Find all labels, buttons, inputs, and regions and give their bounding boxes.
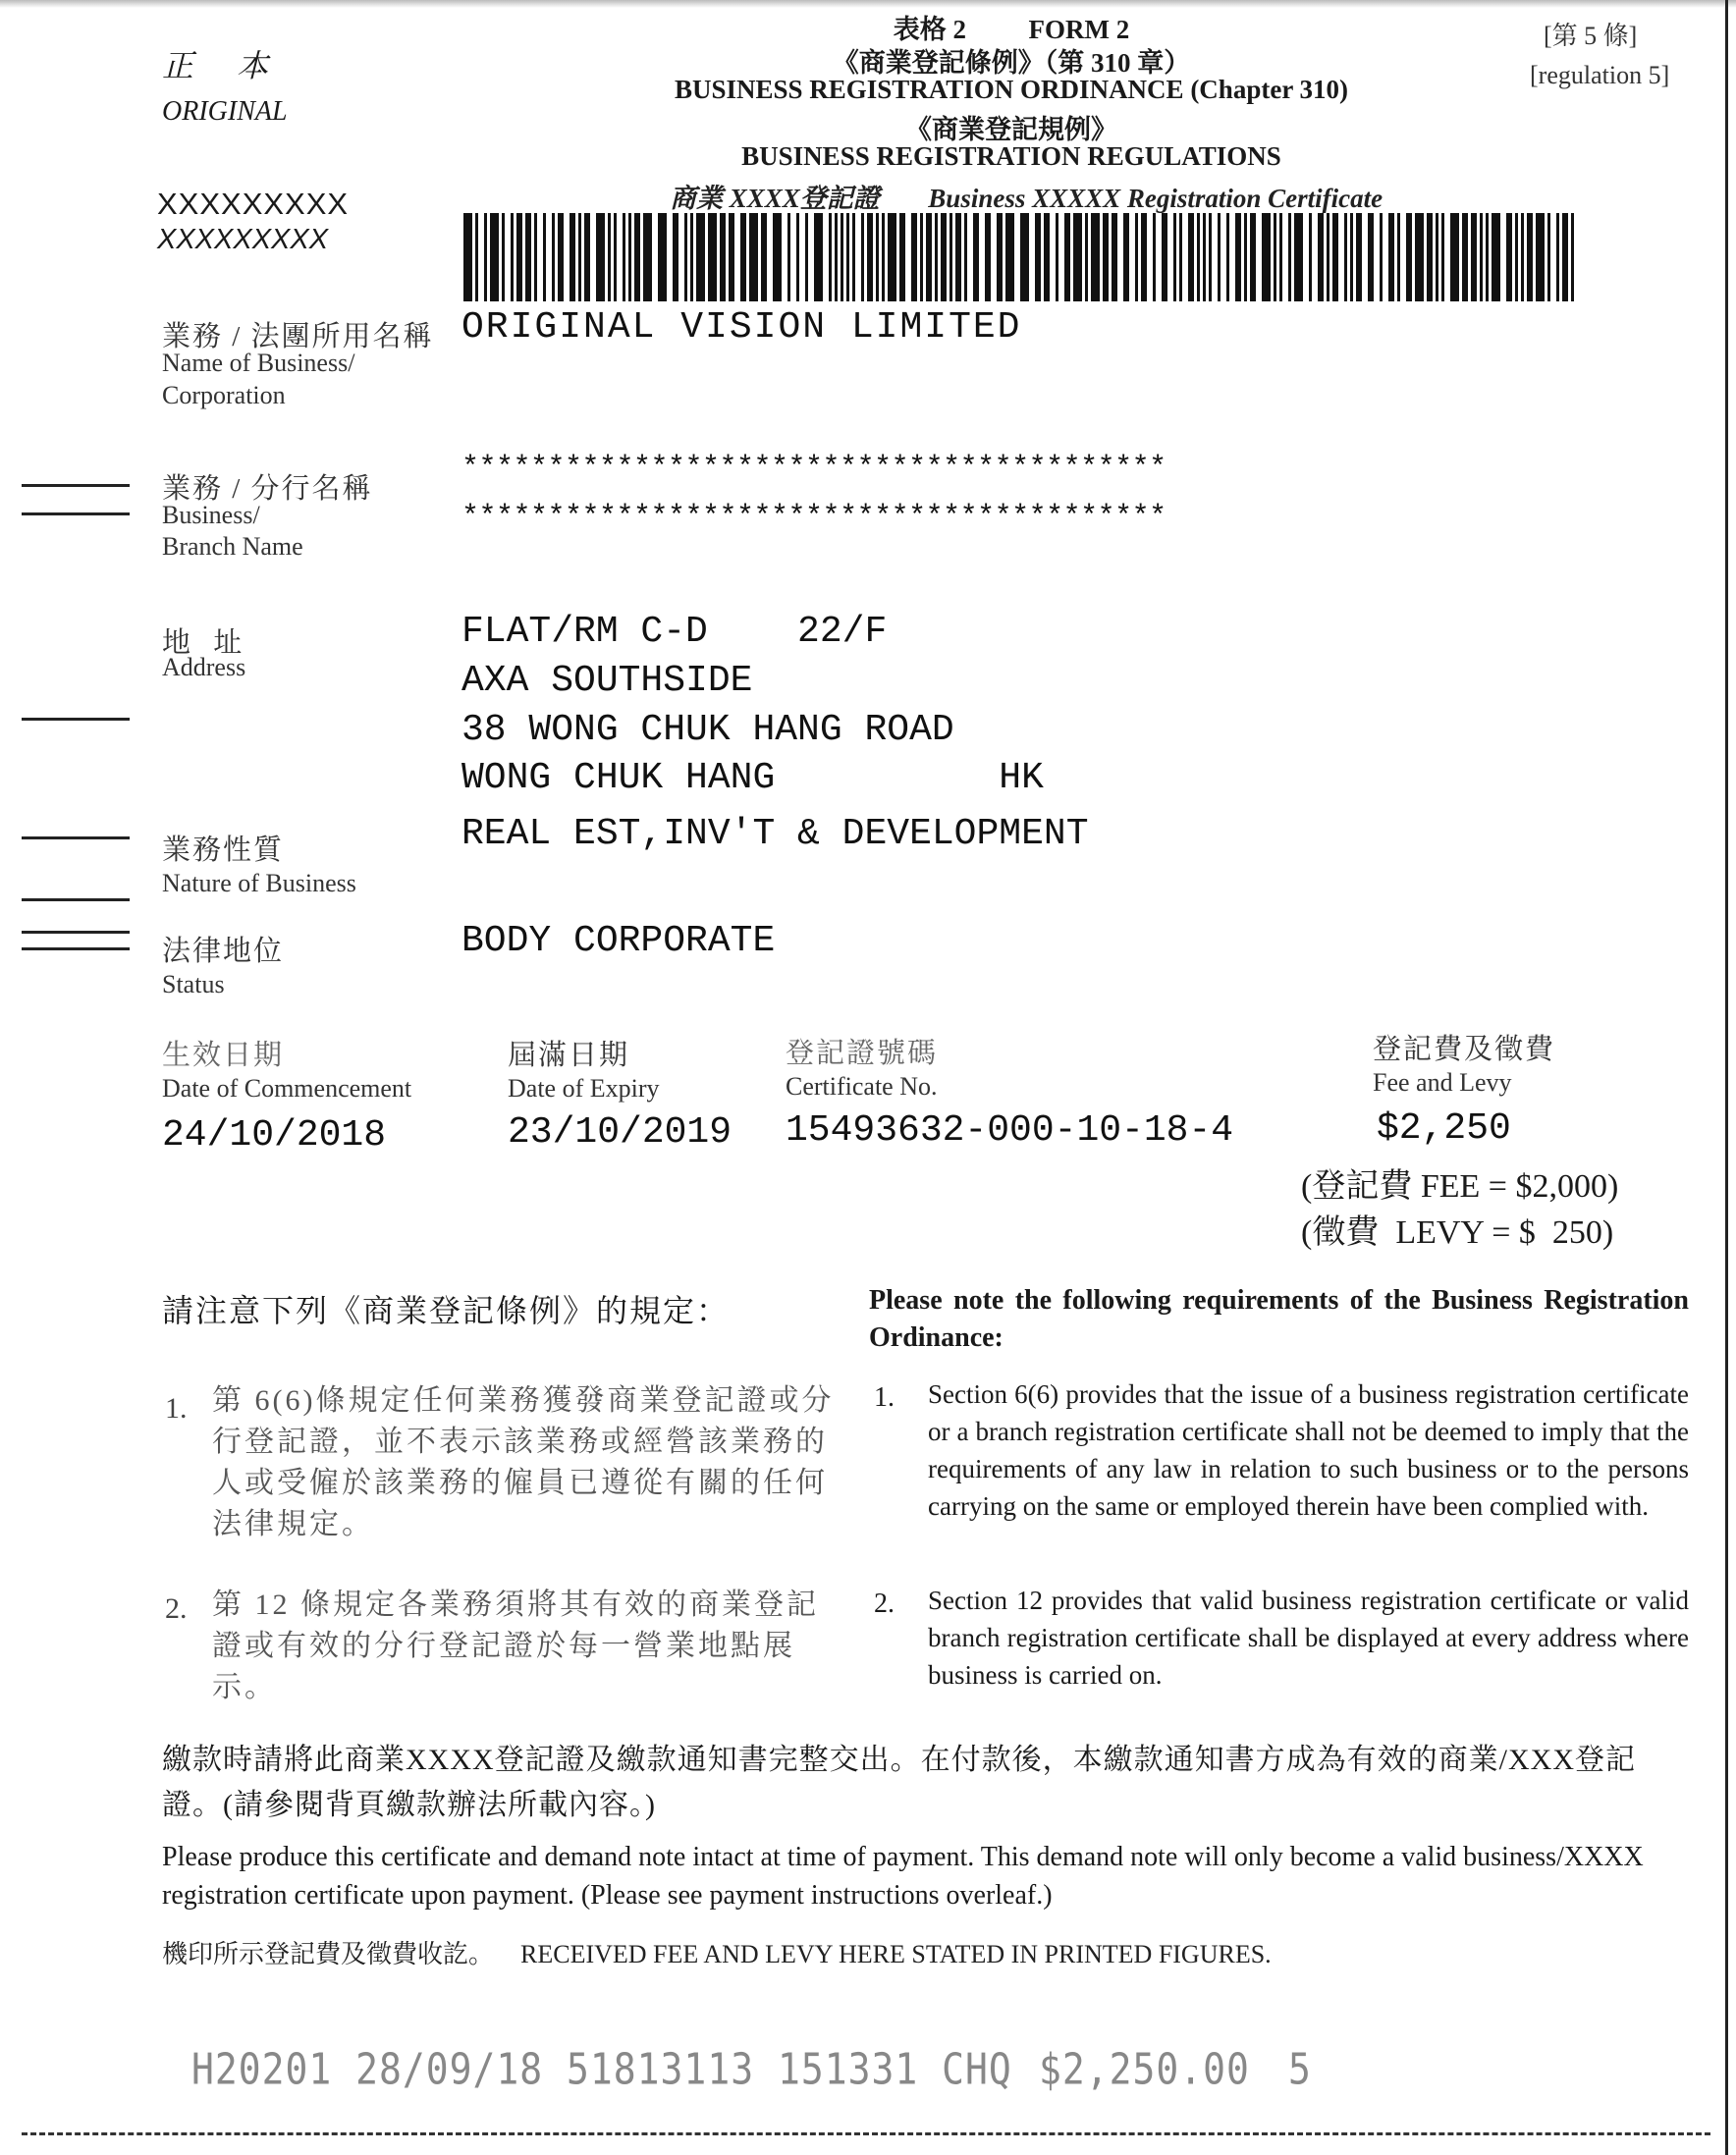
original-en: ORIGINAL xyxy=(162,96,288,127)
barcode xyxy=(463,213,1577,301)
barcode-bar xyxy=(1073,213,1082,301)
fee-label-en: Fee and Levy xyxy=(1373,1068,1512,1097)
ordinance-en: BUSINESS REGISTRATION ORDINANCE (Chapter 310) xyxy=(674,75,1349,104)
commencement-label-zh: 生效日期 xyxy=(162,1040,285,1071)
barcode-bar xyxy=(1262,213,1271,301)
margin-mark xyxy=(22,718,130,721)
payment-note-en: Please produce this certificate and demand note intact at time of payment. This demand note will only become a valid business/XXXX registration certificate upon payment. (Please see payment instructions overleaf.) xyxy=(162,1842,1644,1911)
certificate-number-value: 15493632-000-10-18-4 xyxy=(786,1109,1234,1152)
status-label-zh: 法律地位 xyxy=(162,936,285,967)
expiry-label-zh: 屆滿日期 xyxy=(508,1040,630,1071)
barcode-bar xyxy=(696,213,705,301)
barcode-bar xyxy=(1005,213,1014,301)
receipt-transaction: H20201 28/09/18 51813113 151331 CHQ xyxy=(191,2044,1012,2094)
payment-note-zh: 繳款時請將此商業XXXX登記證及繳款通知書完整交出。在付款後，本繳款通知書方成為有效的商業/XXX登記證。(請參閱背頁繳款辦法所載內容。) xyxy=(162,1744,1636,1821)
margin-mark xyxy=(22,898,130,901)
received-line xyxy=(162,1934,1272,1970)
received-zh: 機印所示登記費及徵費收訖。 xyxy=(162,1940,495,1968)
note-2-zh: 第 12 條規定各業務須將其有效的商業登記證或有效的分行登記證於每一營業地點展示。 xyxy=(212,1589,819,1703)
regulations-zh: 《商業登記規例》 xyxy=(905,115,1117,144)
fee-total-value: $2,250 xyxy=(1377,1107,1511,1150)
barcode-bar xyxy=(1450,213,1459,301)
address-line-3: 38 WONG CHUK HANG ROAD xyxy=(461,709,954,751)
regulations-en: BUSINESS REGISTRATION REGULATIONS xyxy=(741,141,1281,171)
commencement-value: 24/10/2018 xyxy=(162,1114,387,1157)
address-line-2: AXA SOUTHSIDE xyxy=(461,660,753,702)
expiry-value: 23/10/2019 xyxy=(508,1111,732,1154)
barcode-bar xyxy=(749,213,758,301)
margin-mark xyxy=(22,931,130,934)
regulation-ref-zh: [第 5 條] xyxy=(1544,22,1638,50)
barcode-bar xyxy=(658,213,667,301)
address-line-1: FLAT/RM C-D 22/F xyxy=(461,611,888,653)
margin-mark xyxy=(22,484,130,487)
cert-no-label-zh: 登記證號碼 xyxy=(786,1038,939,1069)
barcode-bar xyxy=(708,213,717,301)
tear-line xyxy=(22,2132,1710,2135)
address-line-4: WONG CHUK HANG HK xyxy=(461,757,1044,799)
status-label-en: Status xyxy=(162,970,225,998)
cert-no-label-en: Certificate No. xyxy=(786,1072,938,1101)
notes-heading-en: Please note the following requirements of the Business Registration Ordinance: xyxy=(869,1285,1689,1353)
margin-mark xyxy=(22,836,130,839)
regulation-ref-en: [regulation 5] xyxy=(1530,61,1670,89)
scan-top-edge xyxy=(0,0,1736,8)
receipt-amount: $2,250.00 xyxy=(1039,2044,1250,2094)
levy-breakdown: (徵費 LEVY = $ 250) xyxy=(1301,1214,1614,1251)
fee-breakdown: (登記費 FEE = $2,000) xyxy=(1301,1168,1619,1205)
note-2-number-zh: 2. xyxy=(165,1592,188,1625)
address-label-zh: 地 址 xyxy=(162,627,250,659)
barcode-bar xyxy=(888,213,896,301)
receipt-code: 5 xyxy=(1288,2044,1312,2094)
barcode-bar xyxy=(1294,213,1303,301)
business-name-value: ORIGINAL VISION LIMITED xyxy=(461,306,1022,349)
nature-value: REAL EST,INV'T & DEVELOPMENT xyxy=(461,813,1089,855)
branch-label-en-1: Business/ xyxy=(162,501,260,529)
barcode-bar xyxy=(463,213,472,301)
barcode-bar xyxy=(643,213,652,301)
barcode-bar xyxy=(1020,213,1029,301)
fee-label-zh: 登記費及徵費 xyxy=(1373,1034,1556,1065)
received-en: RECEIVED FEE AND LEVY HERE STATED IN PRINTED FIGURES. xyxy=(520,1940,1272,1968)
margin-mark xyxy=(22,512,130,515)
certificate-title-en: Business XXXXX Registration Certificate xyxy=(928,184,1383,213)
note-2-number-en: 2. xyxy=(874,1589,895,1619)
note-1-number-zh: 1. xyxy=(165,1392,188,1425)
address-label-en: Address xyxy=(162,653,246,681)
redacted-code-2: XXXXXXXXX xyxy=(157,224,329,255)
nature-label-zh: 業務性質 xyxy=(162,835,285,866)
branch-label-en-2: Branch Name xyxy=(162,532,303,561)
name-label-zh: 業務 / 法團所用名稱 xyxy=(162,321,434,352)
barcode-bar xyxy=(1415,213,1424,301)
name-label-en-1: Name of Business/ xyxy=(162,349,355,377)
branch-name-line-1: ***************************************** xyxy=(461,452,1166,485)
barcode-bar xyxy=(773,213,782,301)
branch-name-line-2: ***************************************** xyxy=(461,501,1166,534)
barcode-bar xyxy=(1091,213,1100,301)
certificate-title xyxy=(670,177,1383,215)
original-zh: 正 本 xyxy=(162,48,275,83)
certificate-title-zh: 商業 XXXX登記證 xyxy=(670,184,880,213)
expiry-label-en: Date of Expiry xyxy=(508,1074,660,1103)
note-1-zh: 第 6(6)條規定任何業務獲發商業登記證或分行登記證，並不表示該業務或經營該業務的人或受僱於該業務的僱員已遵從有關的任何法律規定。 xyxy=(212,1384,835,1540)
name-label-en-2: Corporation xyxy=(162,381,286,409)
scan-right-edge xyxy=(1725,0,1728,2155)
form-number-zh: 表格 2 xyxy=(893,15,966,44)
barcode-bar xyxy=(490,213,499,301)
barcode-bar xyxy=(814,213,823,301)
barcode-bar xyxy=(1574,213,1577,301)
ordinance-zh: 《商業登記條例》（第 310 章） xyxy=(832,48,1191,78)
note-2-en: Section 12 provides that valid business registration certificate or valid branch registration certificate shall be displayed at every address where business is carried on. xyxy=(928,1586,1689,1690)
barcode-bar xyxy=(596,213,605,301)
form-number-en: FORM 2 xyxy=(1028,15,1130,44)
notes-heading-zh: 請注意下列《商業登記條例》的規定： xyxy=(162,1293,731,1328)
branch-label-zh: 業務 / 分行名稱 xyxy=(162,473,373,505)
note-1-number-en: 1. xyxy=(874,1382,895,1413)
status-value: BODY CORPORATE xyxy=(461,920,776,962)
barcode-bar xyxy=(1492,213,1500,301)
note-1-en: Section 6(6) provides that the issue of a business registration certificate or a branch registration certificate shall not be deemed to imply that the requirements of any law in relation to such business or to the persons carrying on the same or employed therein have been complied with. xyxy=(928,1379,1689,1521)
barcode-bar xyxy=(1536,213,1545,301)
redacted-code-1: XXXXXXXXX xyxy=(157,187,350,221)
margin-mark xyxy=(22,947,130,950)
nature-label-en: Nature of Business xyxy=(162,869,356,897)
commencement-label-en: Date of Commencement xyxy=(162,1074,412,1103)
